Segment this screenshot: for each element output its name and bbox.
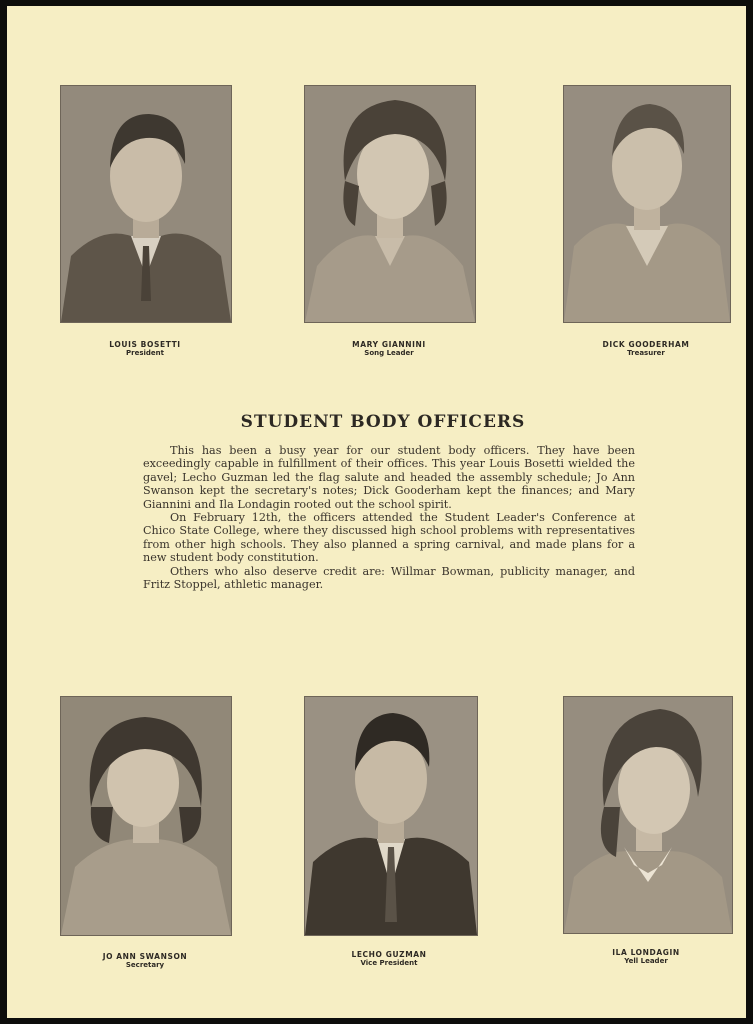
officer-name: DICK GOODERHAM xyxy=(602,340,690,349)
officer-name: ILA LONDAGIN xyxy=(612,948,680,957)
caption-louis-bosetti xyxy=(45,340,245,358)
portrait-ila-londagin xyxy=(563,696,733,934)
caption-lecho-guzman xyxy=(289,950,489,968)
paragraph: This has been a busy year for our student body officers. They have been exceedingly capable in fulfillment of their offices. This year Louis Bosetti wielded the gavel; Lecho Guzman led the flag salute and headed the assembly schedule; Jo Ann Swanson kept the secretary's notes; Dick Gooderham kept the finances; and Mary Giannini and Ila Londagin rooted out the school spirit. xyxy=(143,444,635,511)
article-body xyxy=(143,444,635,591)
officer-role: Vice President xyxy=(360,959,418,967)
officer-role: Song Leader xyxy=(364,349,414,357)
caption-dick-gooderham xyxy=(546,340,746,358)
portrait-louis-bosetti xyxy=(60,85,232,323)
paragraph: On February 12th, the officers attended the Student Leader's Conference at Chico State College, where they discussed high school problems with representatives from other high schools. They also planned a spring carnival, and made plans for a new student body constitution. xyxy=(143,511,635,565)
yearbook-page xyxy=(7,6,746,1018)
portrait-lecho-guzman xyxy=(304,696,478,936)
portrait-mary-giannini xyxy=(304,85,476,323)
officer-name: LECHO GUZMAN xyxy=(351,950,427,959)
officer-role: Yell Leader xyxy=(624,957,668,965)
officer-name: LOUIS BOSETTI xyxy=(109,340,181,349)
caption-mary-giannini xyxy=(289,340,489,358)
paragraph: Others who also deserve credit are: Willmar Bowman, publicity manager, and Fritz Stoppel, athletic manager. xyxy=(143,564,635,592)
portrait-dick-gooderham xyxy=(563,85,731,323)
caption-jo-ann-swanson xyxy=(45,952,245,970)
portrait-jo-ann-swanson xyxy=(60,696,232,936)
officer-role: Secretary xyxy=(125,961,165,969)
officer-name: JO ANN SWANSON xyxy=(102,952,188,961)
officer-name: MARY GIANNINI xyxy=(352,340,426,349)
caption-ila-londagin xyxy=(546,948,746,966)
officer-role: Treasurer xyxy=(627,349,665,357)
officer-role: President xyxy=(126,349,164,357)
page-title: STUDENT BODY OFFICERS xyxy=(240,412,526,432)
